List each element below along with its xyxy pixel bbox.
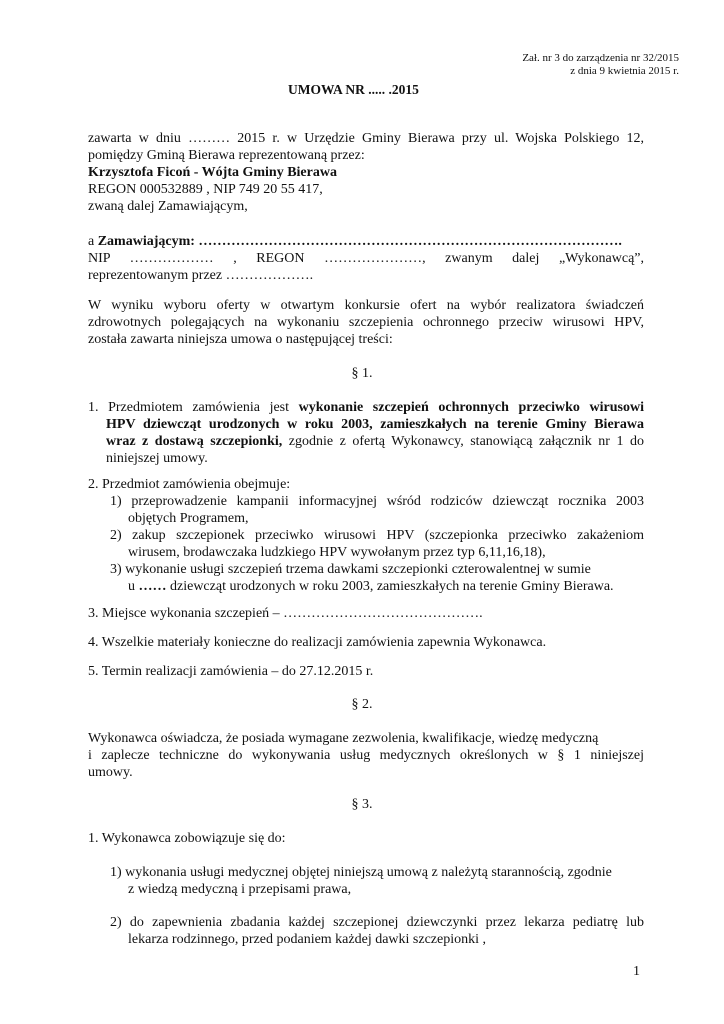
s1-point-2: 2. Przedmiot zamówienia obejmuje: [88, 477, 291, 492]
intro-line-2: pomiędzy Gminą Bierawa reprezentowaną przez: [88, 148, 365, 163]
intro-block [88, 130, 644, 215]
s1-point-2-items [110, 493, 644, 595]
s1-p1-text: 1. Przedmiotem zamówienia jest [88, 400, 299, 415]
contractor-prefix: a [88, 234, 98, 249]
s1-p1-bold-2: wraz z dostawą szczepionki, [106, 434, 283, 449]
s2-block [88, 730, 644, 781]
intro-line-5: zwaną dalej Zamawiającym, [88, 199, 248, 214]
intro-line-1: zawarta w dniu ……… 2015 r. w Urzędzie Gminy Bierawa przy ul. Wojska Polskiego 12, [88, 131, 644, 146]
recital-block [88, 297, 644, 348]
s1-item-1-line-2: objętych Programem, [128, 511, 249, 526]
s1-point-1-line-2: HPV dziewcząt urodzonych w roku 2003, zamieszkałych na terenie Gminy Bierawa [106, 417, 644, 432]
s1-item-3-prefix: u [128, 579, 139, 594]
intro-representative: Krzysztofa Ficoń - Wójta Gminy Bierawa [88, 165, 337, 180]
s3-item-2 [110, 914, 644, 948]
s1-item-3-line-1: 3) wykonanie usługi szczepień trzema dawkami szczepionki czterowalentnej w sumie [110, 562, 591, 577]
s1-point-1-cont [106, 416, 644, 467]
recital-line-2: zdrowotnych polegających na wykonaniu szczepienia ochronnego przeciw wirusowi HPV, [88, 315, 644, 330]
s1-item-2-line-1: 2) zakup szczepionek przeciwko wirusowi HPV (szczepionka przeciwko zakażeniom [110, 528, 644, 543]
s1-point-1-line-4: niniejszej umowy. [106, 451, 208, 466]
recital-line-3: została zawarta niniejsza umowa o następującej treści: [88, 332, 393, 347]
s1-item-1-line-1: 1) przeprowadzenie kampanii informacyjnej wśród rodziców dziewcząt rocznika 2003 [110, 494, 644, 509]
attachment-note [522, 52, 679, 78]
s1-item-2-line-2: wirusem, brodawczaka ludzkiego HPV wywołanym przez typ 6,11,16,18), [128, 545, 546, 560]
intro-regon-nip: REGON 000532889 , NIP 749 20 55 417, [88, 182, 323, 197]
s2-line-1: Wykonawca oświadcza, że posiada wymagane zezwolenia, kwalifikacje, wiedzę medyczną [88, 731, 599, 746]
s2-line-2: i zaplecze techniczne do wykonywania usług medycznych określonych w § 1 niniejszej [88, 748, 644, 763]
contract-title: UMOWA NR ..... .2015 [288, 82, 419, 97]
contractor-line-3: reprezentowanym przez ………………. [88, 268, 314, 283]
s3-item-1-line-2: z wiedzą medyczną i przepisami prawa, [128, 882, 352, 897]
s1-p1-text-2: zgodnie z ofertą Wykonawcy, stanowiącą załącznik nr 1 do [282, 434, 644, 449]
contractor-line-2: NIP ……………… , REGON …………………, zwanym dalej „Wykonawcą”, [88, 251, 644, 266]
s1-item-3-blank: …… [138, 579, 167, 594]
s3-item-1-line-1: 1) wykonania usługi medycznej objętej niniejszą umową z należytą starannością, zgodnie [110, 865, 612, 880]
s3-item-2-line-2: lekarza rodzinnego, przed podaniem każdej dawki szczepionki , [128, 932, 487, 947]
s1-point-3: 3. Miejsce wykonania szczepień – ……………………………………. [88, 606, 483, 621]
s1-p1-bold: wykonanie szczepień ochronnych przeciwko wirusowi [298, 400, 644, 415]
recital-line-1: W wyniku wyboru oferty w otwartym konkursie ofert na wybór realizatora świadczeń [88, 298, 644, 313]
s1-point-5: 5. Termin realizacji zamówienia – do 27.12.2015 r. [88, 664, 374, 679]
attachment-note-line2: z dnia 9 kwietnia 2015 r. [570, 65, 679, 77]
s1-point-4: 4. Wszelkie materiały konieczne do realizacji zamówienia zapewnia Wykonawca. [88, 635, 547, 650]
s1-item-3-text: dziewcząt urodzonych w roku 2003, zamieszkałych na terenie Gminy Bierawa. [166, 579, 614, 594]
section-2-heading: § 2. [351, 697, 373, 712]
section-1-heading: § 1. [351, 366, 373, 381]
contractor-line-1 [88, 233, 644, 250]
s2-line-3: umowy. [88, 765, 133, 780]
section-3-heading: § 3. [351, 797, 373, 812]
s3-item-2-line-1: 2) do zapewnienia zbadania każdej szczepionej dziewczynki przez lekarza pediatrę lub [110, 915, 644, 930]
attachment-note-line1: Zał. nr 3 do zarządzenia nr 32/2015 [522, 52, 679, 64]
s3-item-1 [110, 864, 644, 898]
page-number: 1 [633, 964, 640, 979]
contractor-bold: Zamawiającym: ………………………………………………………………………………. [97, 234, 622, 249]
s1-point-1-line-3 [106, 433, 644, 450]
s1-item-3-line-2 [110, 578, 644, 595]
contractor-block [88, 233, 644, 284]
s3-point-1: 1. Wykonawca zobowiązuje się do: [88, 831, 286, 846]
s1-point-1 [88, 399, 644, 416]
s1-point-1-line-1 [88, 399, 644, 416]
